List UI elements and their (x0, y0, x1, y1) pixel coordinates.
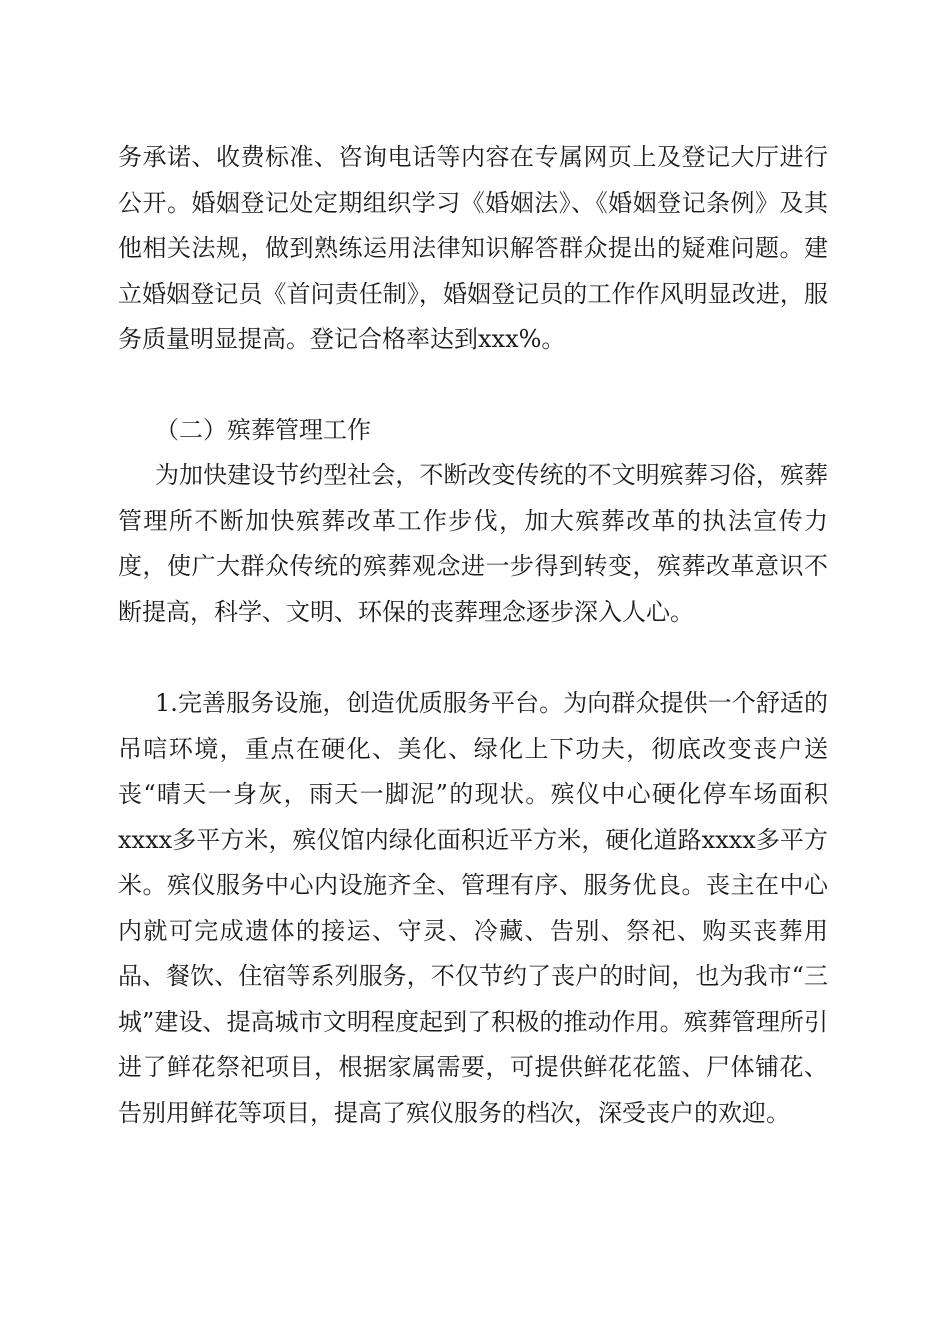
section-heading: （二）殡葬管理工作 (155, 416, 371, 444)
paragraph-continuation: 务承诺、收费标准、咨询电话等内容在专属网页上及登记大厅进行公开。婚姻登记处定期组织学习《婚姻法》、《婚姻登记条例》及其他相关法规，做到熟练运用法律知识解答群众提出的疑难问题。建立婚姻登记员《首问责任制》，婚姻登记员的工作作风明显改进，服务质量明显提高。登记合格率达到xxx%。 (118, 143, 828, 353)
paragraph-item-1: 1.完善服务设施，创造优质服务平台。为向群众提供一个舒适的吊唁环境，重点在硬化、美化、绿化上下功夫，彻底改变丧户送丧“晴天一身灰，雨天一脚泥”的现状。殡仪中心硬化停车场面积xxxx多平方米，殡仪馆内绿化面积近平方米，硬化道路xxxx多平方米。殡仪服务中心内设施齐全、管理有序、服务优良。丧主在中心内就可完成遗体的接运、守灵、冷藏、告别、祭祀、购买丧葬用品、餐饮、住宿等系列服务，不仅节约了丧户的时间，也为我市“三城”建设、提高城市文明程度起到了积极的推动作用。殡葬管理所引进了鲜花祭祀项目，根据家属需要，可提供鲜花花篮、尸体铺花、告别用鲜花等项目，提高了殡仪服务的档次，深受丧户的欢迎。 (118, 689, 828, 1127)
paragraph-intro: 为加快建设节约型社会，不断改变传统的不文明殡葬习俗，殡葬管理所不断加快殡葬改革工作步伐，加大殡葬改革的执法宣传力度，使广大群众传统的殡葬观念进一步得到转变，殡葬改革意识不断提高，科学、文明、环保的丧葬理念逐步深入人心。 (118, 461, 828, 626)
